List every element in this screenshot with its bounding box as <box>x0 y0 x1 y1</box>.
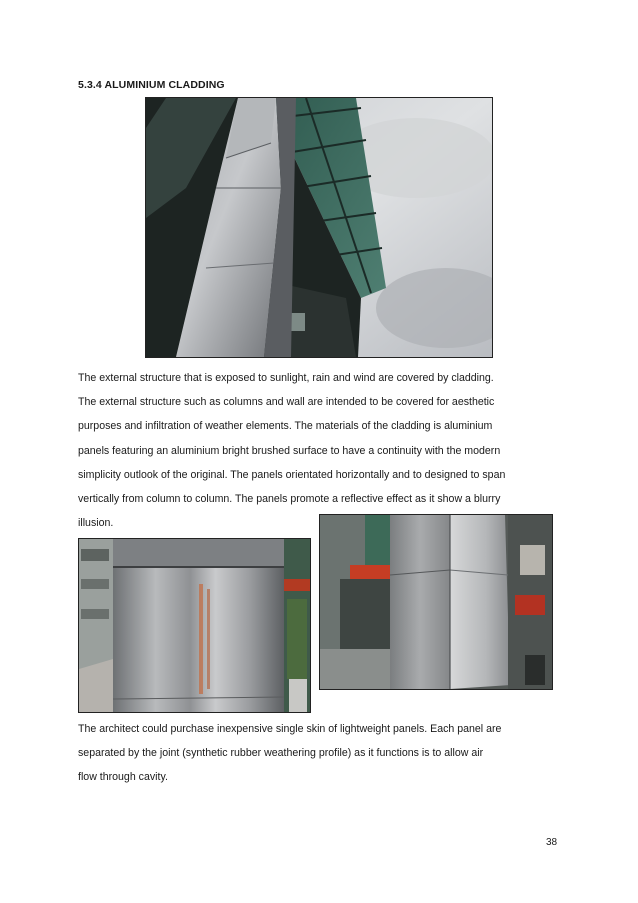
paragraph-1-line: The external structure such as columns and wall are intended to be covered for aesthetic <box>78 396 495 409</box>
paragraph-1-line: simplicity outlook of the original. The panels orientated horizontally and to designed to span <box>78 468 506 481</box>
cladded-column-photo <box>319 514 553 690</box>
paragraph-2-line: separated by the joint (synthetic rubber weathering profile) as it functions is to allow air <box>78 747 484 760</box>
paragraph-1-line: vertically from column to column. The panels promote a reflective effect as it show a blurry <box>78 493 501 506</box>
paragraph-1-line: The external structure that is exposed to sunlight, rain and wind are covered by cladding. <box>78 372 494 384</box>
paragraph-2-line: flow through cavity. <box>78 771 168 784</box>
section-heading: 5.3.4 ALUMINIUM CLADDING <box>78 79 225 91</box>
paragraph-1-line: purposes and infiltration of weather elements. The materials of the cladding is aluminium <box>78 420 493 433</box>
paragraph-2-line: The architect could purchase inexpensive single skin of lightweight panels. Each panel are <box>78 723 502 735</box>
paragraph-1 <box>78 366 568 535</box>
paragraph-2 <box>78 717 568 790</box>
page-number: 38 <box>546 837 558 848</box>
paragraph-1-line: panels featuring an aluminium bright brushed surface to have a continuity with the modern <box>78 444 501 457</box>
building-cladding-photo <box>145 97 493 358</box>
brushed-panel-photo <box>78 538 311 713</box>
paragraph-1-line: illusion. <box>78 517 114 530</box>
